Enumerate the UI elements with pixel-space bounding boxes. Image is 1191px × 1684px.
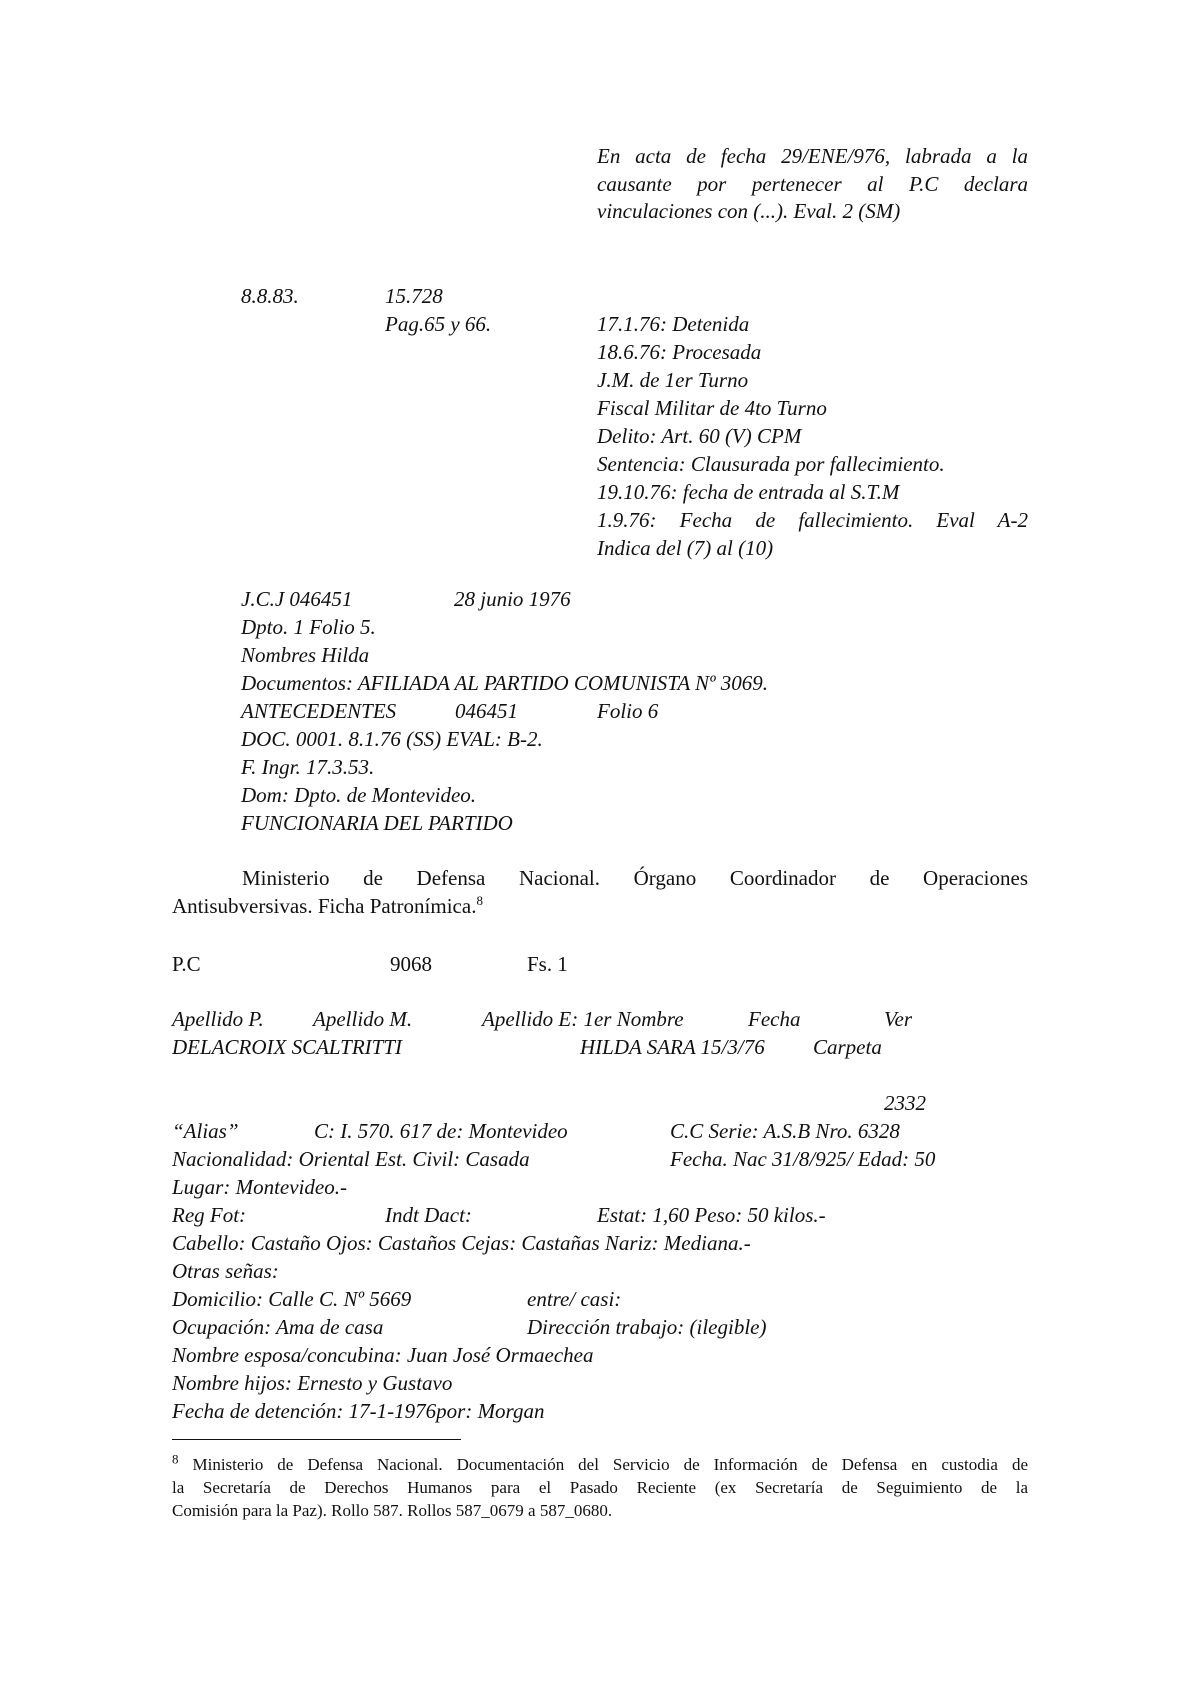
ministry-line: Ministerio de Defensa Nacional. Órgano Coordinador de Operaciones	[242, 866, 1028, 890]
detail-line: Sentencia: Clausurada por fallecimiento.	[597, 452, 945, 476]
ministry-line-2	[172, 892, 1028, 920]
cedula: C: I. 570. 617 de: Montevideo	[314, 1119, 568, 1143]
jcj-number: J.C.J 046451	[241, 587, 353, 611]
ocupacion: Ocupación: Ama de casa	[172, 1315, 384, 1339]
pc-fs: Fs. 1	[527, 952, 568, 976]
intro-line: causante por pertenecer al P.C declara	[597, 171, 1028, 196]
record-number: 15.728	[385, 284, 443, 308]
nombre-fecha-value: HILDA SARA 15/3/76	[580, 1035, 765, 1059]
otras-senas: Otras señas:	[172, 1259, 279, 1283]
nombre-hijos: Nombre hijos: Ernesto y Gustavo	[172, 1371, 453, 1395]
fecha-nacimiento: Fecha. Nac 31/8/925/ Edad: 50	[670, 1147, 936, 1171]
footnote-text: Ministerio de Defensa Nacional. Documentación del Servicio de Información de Defensa en custodia de	[192, 1455, 1028, 1474]
reg-fot: Reg Fot:	[172, 1203, 247, 1227]
detail-line: Indica del (7) al (10)	[597, 536, 774, 560]
header-fecha: Fecha	[748, 1007, 801, 1031]
apellidos-value: DELACROIX SCALTRITTI	[172, 1035, 403, 1059]
detail-line: Fiscal Militar de 4to Turno	[597, 396, 827, 420]
footnote-rule	[172, 1439, 461, 1440]
jcj-date: 28 junio 1976	[454, 587, 571, 611]
footnote-line: la Secretaría de Derechos Humanos para el Pasado Reciente (ex Secretaría de Seguimiento de la	[172, 1478, 1028, 1497]
detail-line: Delito: Art. 60 (V) CPM	[597, 424, 802, 448]
footnote-ref: 8	[476, 893, 483, 908]
record-pages: Pag.65 y 66.	[385, 312, 492, 336]
record-date: 8.8.83.	[241, 284, 299, 308]
entre-casi: entre/ casi:	[527, 1287, 622, 1311]
lugar: Lugar: Montevideo.-	[172, 1175, 347, 1199]
header-apellido-e: Apellido E: 1er Nombre	[482, 1007, 684, 1031]
footnote-line	[172, 1453, 1028, 1476]
nacionalidad: Nacionalidad: Oriental Est. Civil: Casada	[172, 1147, 530, 1171]
record-details	[597, 310, 1028, 562]
doc-eval: DOC. 0001. 8.1.76 (SS) EVAL: B-2.	[241, 727, 543, 751]
intro-line: En acta de fecha 29/ENE/976, labrada a la	[597, 144, 1028, 168]
pc-label: P.C	[172, 952, 201, 976]
pc-number: 9068	[390, 952, 432, 976]
intro-line: vinculaciones con (...). Eval. 2 (SM)	[597, 199, 901, 223]
antecedentes-label: ANTECEDENTES	[241, 699, 397, 723]
indt-dact: Indt Dact:	[385, 1203, 472, 1227]
fecha-ingreso: F. Ingr. 17.3.53.	[241, 755, 375, 779]
footnote-number: 8	[172, 1451, 179, 1467]
carpeta-label: Carpeta	[813, 1035, 882, 1059]
detail-line: 1.9.76: Fecha de fallecimiento. Eval A-2	[597, 508, 1028, 532]
credencial-civica: C.C Serie: A.S.B Nro. 6328	[670, 1119, 900, 1143]
documentos: Documentos: AFILIADA AL PARTIDO COMUNISTA Nº 3069.	[241, 671, 769, 695]
estatura-peso: Estat: 1,60 Peso: 50 kilos.-	[597, 1203, 826, 1227]
domicilio: Domicilio: Calle C. Nº 5669	[172, 1287, 412, 1311]
nombre-esposa: Nombre esposa/concubina: Juan José Ormaechea	[172, 1343, 594, 1367]
direccion-trabajo: Dirección trabajo: (ilegible)	[527, 1315, 767, 1339]
antecedentes-folio: Folio 6	[597, 699, 659, 723]
header-apellido-m: Apellido M.	[313, 1007, 413, 1031]
footnote-line: Comisión para la Paz). Rollo 587. Rollos 587_0679 a 587_0680.	[172, 1501, 613, 1520]
funcionaria: FUNCIONARIA DEL PARTIDO	[241, 811, 513, 835]
alias: “Alias”	[172, 1119, 239, 1143]
ministry-line-text: Antisubversivas. Ficha Patronímica.	[172, 894, 477, 918]
domicilio-dpto: Dom: Dpto. de Montevideo.	[241, 783, 477, 807]
dpto-folio: Dpto. 1 Folio 5.	[241, 615, 376, 639]
fecha-detencion: Fecha de detención: 17-1-1976por: Morgan	[172, 1399, 545, 1423]
detail-line: 17.1.76: Detenida	[597, 312, 750, 336]
ministry-paragraph	[172, 864, 1028, 920]
antecedentes-number: 046451	[455, 699, 518, 723]
detail-line: 19.10.76: fecha de entrada al S.T.M	[597, 480, 900, 504]
detail-line: J.M. de 1er Turno	[597, 368, 749, 392]
carpeta-number: 2332	[884, 1091, 926, 1115]
intro-paragraph	[597, 143, 1028, 226]
header-ver: Ver	[884, 1007, 912, 1031]
rasgos: Cabello: Castaño Ojos: Castaños Cejas: Castañas Nariz: Mediana.-	[172, 1231, 751, 1255]
detail-line: 18.6.76: Procesada	[597, 340, 762, 364]
nombres: Nombres Hilda	[241, 643, 370, 667]
footnote	[172, 1453, 1028, 1522]
header-apellido-p: Apellido P.	[172, 1007, 264, 1031]
